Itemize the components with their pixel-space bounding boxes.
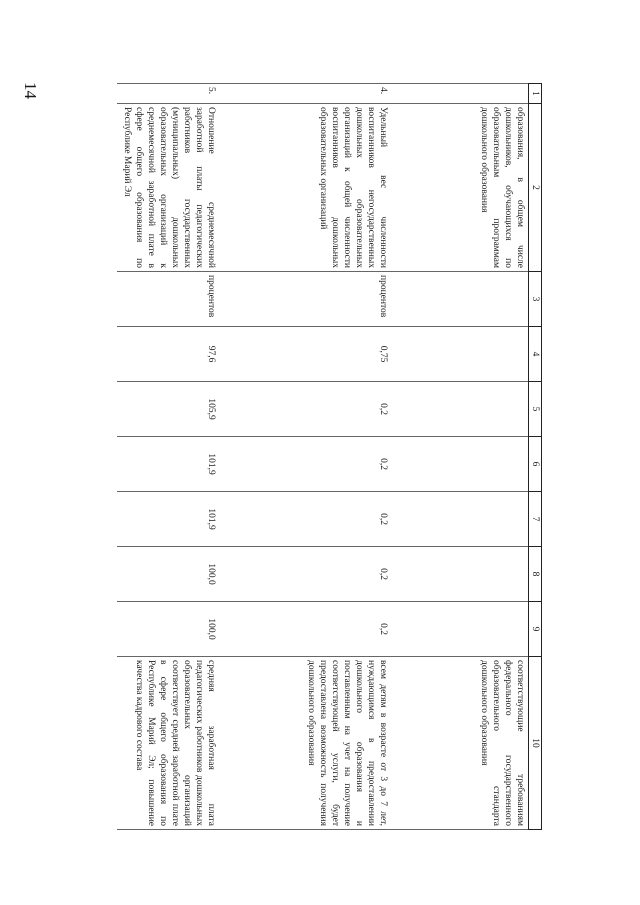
cell-num: 4. — [221, 84, 393, 104]
cell-indicator: Удельный вес численности воспитанников негосударственных дошкольных образовательных организаций к общей численности воспитанников дошкольных образовательных организаций — [221, 104, 393, 272]
cell-value: 97,6 — [118, 327, 221, 382]
header-col-8: 8 — [529, 547, 542, 602]
cell-unit: процентов — [118, 272, 221, 327]
header-col-4: 4 — [529, 327, 542, 382]
table-row — [118, 84, 221, 830]
cell-value: 0,2 — [221, 602, 393, 657]
header-col-3: 3 — [529, 272, 542, 327]
cell-value: 105,9 — [118, 382, 221, 437]
cell-num — [393, 84, 529, 104]
cell-value — [393, 602, 529, 657]
cell-value: 0,2 — [221, 547, 393, 602]
cell-value: 100,0 — [118, 602, 221, 657]
cell-note: всем детям в возрасте от 3 до 7 лет, нуждающимся в предоставлении дошкольного образования и поставленным на учет на получение соответствующей услуги, будет предоставлена возможность получения дошкольного образования — [221, 657, 393, 830]
cell-value: 101,9 — [118, 437, 221, 492]
cell-indicator: образования, в общем числе дошкольников, обучающихся по образовательным программам дошкольного образования — [393, 104, 529, 272]
header-col-7: 7 — [529, 492, 542, 547]
header-col-10: 10 — [529, 657, 542, 830]
cell-value: 100,0 — [118, 547, 221, 602]
header-col-2: 2 — [529, 104, 542, 272]
cell-unit: процентов — [221, 272, 393, 327]
header-col-6: 6 — [529, 437, 542, 492]
cell-note: соответствующие требованиям федерального государственного образовательного стандарта дошкольного образования — [393, 657, 529, 830]
cell-value: 0,2 — [221, 382, 393, 437]
table-row-continuation — [393, 84, 529, 830]
header-col-5: 5 — [529, 382, 542, 437]
cell-value: 0,2 — [221, 437, 393, 492]
cell-indicator: Отношение среднемесячной заработной платы педагогических работников государственных (муниципальных) дошкольных образовательных организаций к среднемесячной заработной плате в сфере общего образования по Республике Марий Эл — [118, 104, 221, 272]
cell-value — [393, 327, 529, 382]
cell-value — [393, 547, 529, 602]
cell-value: 101,9 — [118, 492, 221, 547]
indicators-table — [118, 83, 543, 830]
cell-unit — [393, 272, 529, 327]
cell-value — [393, 437, 529, 492]
cell-value: 0,2 — [221, 492, 393, 547]
header-row — [529, 84, 542, 830]
cell-num: 5. — [118, 84, 221, 104]
document-sheet — [116, 83, 542, 829]
header-col-9: 9 — [529, 602, 542, 657]
header-col-1: 1 — [529, 84, 542, 104]
cell-note: средняя заработная плата педагогических работников дошкольных образовательных организаций соответствует средней заработной плате в сфере общего образования по Республике Марий Эл; повышение качества кадрового состава — [118, 657, 221, 830]
cell-value — [393, 492, 529, 547]
table-row — [221, 84, 393, 830]
cell-value: 0,75 — [221, 327, 393, 382]
cell-value — [393, 382, 529, 437]
page-number: 14 — [21, 82, 40, 99]
